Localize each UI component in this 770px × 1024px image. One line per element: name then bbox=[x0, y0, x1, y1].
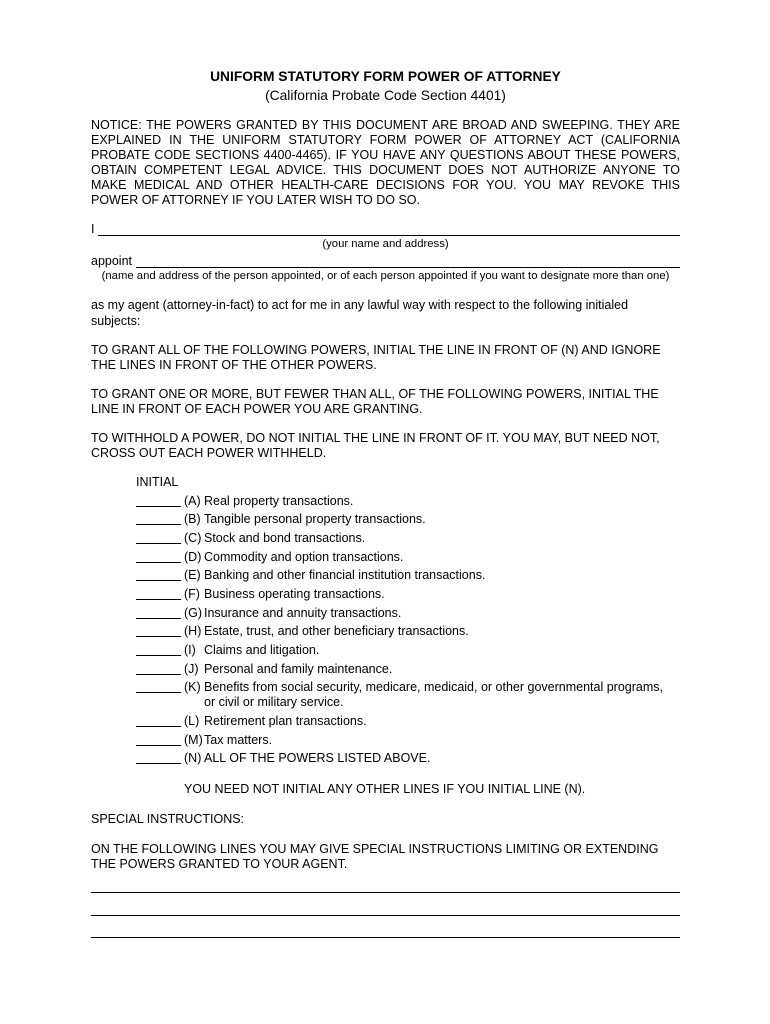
power-label-n: (N) bbox=[184, 751, 202, 766]
principal-row bbox=[91, 222, 680, 237]
grant-all-instruction bbox=[91, 343, 680, 373]
initial-blank-a[interactable] bbox=[136, 494, 181, 507]
power-item-n bbox=[136, 751, 680, 766]
power-text-g: Insurance and annuity transactions. bbox=[204, 605, 402, 620]
power-text-d: Commodity and option transactions. bbox=[204, 549, 404, 564]
power-text-i: Claims and litigation. bbox=[204, 643, 320, 657]
withhold-line-1: TO WITHHOLD A POWER, DO NOT INITIAL THE LINE IN FRONT OF IT. YOU MAY, BUT NEED NOT, bbox=[91, 430, 660, 445]
power-label-k: (K) bbox=[184, 680, 201, 695]
principal-label: I bbox=[91, 222, 95, 236]
initial-blank-d[interactable] bbox=[136, 550, 181, 563]
special-instructions-line-1: ON THE FOLLOWING LINES YOU MAY GIVE SPECIAL INSTRUCTIONS LIMITING OR EXTENDING bbox=[91, 841, 659, 856]
notice-paragraph bbox=[91, 118, 680, 208]
initial-blank-i[interactable] bbox=[136, 643, 181, 656]
power-text-k-line-1: Benefits from social security, medicare, medicaid, or other governmental programs, bbox=[204, 680, 663, 695]
appoint-label: appoint bbox=[91, 254, 133, 268]
power-text-c: Stock and bond transactions. bbox=[204, 530, 366, 545]
initial-n-note: YOU NEED NOT INITIAL ANY OTHER LINES IF YOU INITIAL LINE (N). bbox=[184, 781, 586, 796]
power-text-n: ALL OF THE POWERS LISTED ABOVE. bbox=[204, 751, 431, 766]
initial-blank-m[interactable] bbox=[136, 733, 181, 746]
initial-blank-k[interactable] bbox=[136, 680, 181, 693]
initial-blank-j[interactable] bbox=[136, 662, 181, 675]
power-label-g: (G) bbox=[184, 605, 203, 620]
authority-line-1: as my agent (attorney-in-fact) to act for me in any lawful way with respect to the following initialed bbox=[91, 298, 629, 312]
initial-blank-f[interactable] bbox=[136, 587, 181, 600]
power-item-j bbox=[136, 662, 680, 677]
power-item-a bbox=[136, 494, 680, 509]
power-item-g bbox=[136, 606, 680, 621]
power-item-d bbox=[136, 550, 680, 565]
power-text-j: Personal and family maintenance. bbox=[204, 661, 393, 676]
initial-blank-g[interactable] bbox=[136, 606, 181, 619]
power-item-f bbox=[136, 587, 680, 602]
agent-name-address-field[interactable] bbox=[136, 254, 680, 268]
power-text-k-line-2: or civil or military service. bbox=[204, 695, 344, 710]
power-label-e: (E) bbox=[184, 568, 201, 583]
power-label-c: (C) bbox=[184, 530, 202, 545]
grant-some-line-1: TO GRANT ONE OR MORE, BUT FEWER THAN ALL, OF THE FOLLOWING POWERS, INITIAL THE bbox=[91, 386, 659, 401]
power-text-a: Real property transactions. bbox=[204, 493, 354, 508]
special-instructions-line-2: THE POWERS GRANTED TO YOUR AGENT. bbox=[91, 856, 348, 871]
notice-line-5: MAKE MEDICAL AND OTHER HEALTH-CARE DECISIONS FOR YOU. YOU MAY REVOKE THIS bbox=[91, 178, 680, 192]
agent-field-caption: (name and address of the person appointed, or of each person appointed if you want to designate more than one) bbox=[101, 269, 670, 282]
power-label-a: (A) bbox=[184, 493, 201, 508]
power-text-b: Tangible personal property transactions. bbox=[204, 512, 426, 527]
power-item-e bbox=[136, 568, 680, 583]
notice-line-6: POWER OF ATTORNEY IF YOU LATER WISH TO DO SO. bbox=[91, 193, 420, 207]
grant-some-instruction bbox=[91, 387, 680, 417]
special-instructions-heading: SPECIAL INSTRUCTIONS: bbox=[91, 811, 245, 826]
principal-name-address-field[interactable] bbox=[98, 222, 680, 236]
authority-line-2: subjects: bbox=[91, 314, 141, 328]
power-text-l: Retirement plan transactions. bbox=[204, 714, 367, 729]
principal-field-caption: (your name and address) bbox=[322, 237, 449, 250]
power-item-k bbox=[136, 680, 680, 710]
special-instructions-entry-line-2[interactable] bbox=[91, 915, 680, 916]
withhold-instruction bbox=[91, 431, 680, 461]
initial-blank-e[interactable] bbox=[136, 568, 181, 581]
notice-line-3: PROBATE CODE SECTIONS 4400-4465). IF YOU HAVE ANY QUESTIONS ABOUT THESE POWERS, bbox=[91, 148, 680, 162]
special-instructions-entry-line-3[interactable] bbox=[91, 937, 680, 938]
power-text-h: Estate, trust, and other beneficiary transactions. bbox=[204, 624, 469, 639]
initial-column-heading: INITIAL bbox=[136, 474, 179, 489]
power-text-f: Business operating transactions. bbox=[204, 586, 385, 601]
power-item-b bbox=[136, 512, 680, 527]
power-item-c bbox=[136, 531, 680, 546]
power-label-m: (M) bbox=[184, 732, 203, 747]
grant-all-line-2: THE LINES IN FRONT OF THE OTHER POWERS. bbox=[91, 357, 377, 372]
grant-all-line-1: TO GRANT ALL OF THE FOLLOWING POWERS, INITIAL THE LINE IN FRONT OF (N) AND IGNORE bbox=[91, 342, 661, 357]
document-title: UNIFORM STATUTORY FORM POWER OF ATTORNEY bbox=[210, 69, 561, 84]
initial-blank-l[interactable] bbox=[136, 714, 181, 727]
special-instructions-entry-line-1[interactable] bbox=[91, 892, 680, 893]
power-item-l bbox=[136, 714, 680, 729]
notice-line-4: OBTAIN COMPETENT LEGAL ADVICE. THIS DOCUMENT DOES NOT AUTHORIZE ANYONE TO bbox=[91, 163, 680, 177]
power-label-l: (L) bbox=[184, 714, 200, 729]
document-subtitle: (California Probate Code Section 4401) bbox=[265, 88, 506, 103]
power-item-i bbox=[136, 643, 680, 658]
power-label-i: (I) bbox=[184, 643, 196, 657]
initial-blank-b[interactable] bbox=[136, 512, 181, 525]
power-text-k bbox=[204, 680, 680, 710]
power-text-e: Banking and other financial institution transactions. bbox=[204, 568, 486, 583]
power-item-h bbox=[136, 624, 680, 639]
power-label-d: (D) bbox=[184, 549, 202, 564]
initial-blank-h[interactable] bbox=[136, 624, 181, 637]
power-label-b: (B) bbox=[184, 512, 201, 527]
withhold-line-2: CROSS OUT EACH POWER WITHHELD. bbox=[91, 445, 327, 460]
initial-blank-c[interactable] bbox=[136, 531, 181, 544]
powers-list bbox=[136, 494, 680, 771]
power-label-h: (H) bbox=[184, 624, 202, 639]
grant-some-line-2: LINE IN FRONT OF EACH POWER YOU ARE GRANTING. bbox=[91, 401, 423, 416]
initial-blank-n[interactable] bbox=[136, 751, 181, 764]
power-label-j: (J) bbox=[184, 661, 199, 676]
notice-line-1: NOTICE: THE POWERS GRANTED BY THIS DOCUMENT ARE BROAD AND SWEEPING. THEY ARE bbox=[91, 118, 680, 132]
notice-line-2: EXPLAINED IN THE UNIFORM STATUTORY FORM POWER OF ATTORNEY ACT (CALIFORNIA bbox=[91, 133, 680, 147]
power-item-m bbox=[136, 733, 680, 748]
power-label-f: (F) bbox=[184, 586, 200, 601]
special-instructions-paragraph bbox=[91, 842, 680, 872]
power-text-m: Tax matters. bbox=[204, 732, 273, 747]
agent-authority-paragraph bbox=[91, 297, 680, 329]
agent-row bbox=[91, 254, 680, 269]
